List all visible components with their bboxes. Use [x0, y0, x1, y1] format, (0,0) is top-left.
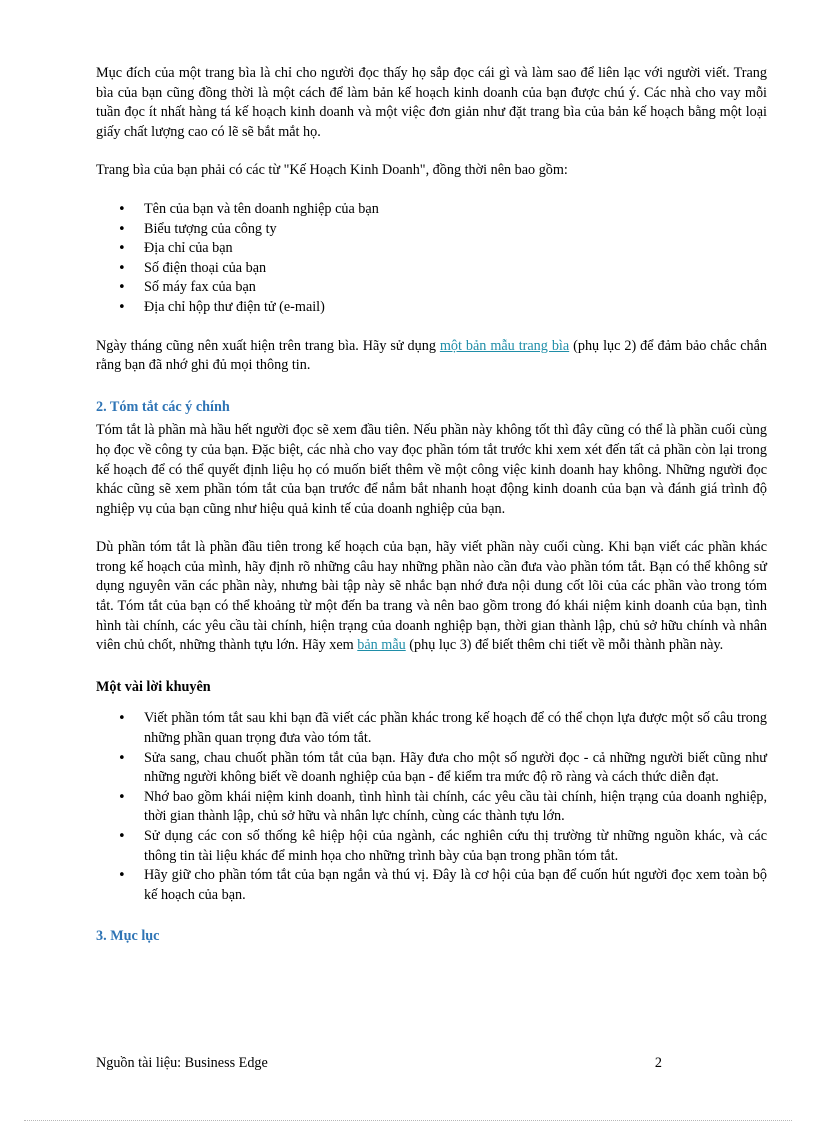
- page-number: 2: [654, 1055, 662, 1071]
- list-item: • Số điện thoại của bạn: [96, 259, 767, 279]
- cover-template-link[interactable]: một bản mẫu trang bìa: [439, 337, 570, 354]
- document-page: [96, 64, 767, 947]
- list-item: • Địa chỉ của bạn: [96, 239, 767, 259]
- section-3-heading: 3. Mục lục: [96, 928, 160, 945]
- list-item: • Viết phần tóm tắt sau khi bạn đã viết các phần khác trong kế hoạch để có thể chọn lựa được một số câu trong những phần quan trọng đưa vào tóm tắt.: [96, 709, 767, 748]
- advice-list: [96, 709, 767, 905]
- list-item: • Số máy fax của bạn: [96, 278, 767, 298]
- footer-source: Nguồn tài liệu: Business Edge: [96, 1055, 268, 1071]
- list-item: • Địa chỉ hộp thư điện tử (e-mail): [96, 298, 767, 318]
- summary-template-link[interactable]: bản mẫu: [357, 637, 406, 654]
- intro-paragraph-1: Mục đích của một trang bìa là chỉ cho người đọc thấy họ sắp đọc cái gì và làm sao để liên lạc với người viết. Trang bìa của bạn cũng đồng thời là một cách để làm bản kế hoạch kinh doanh của bạn được chú ý. Các nhà cho vay mỗi tuần đọc ít nhất hàng tá kế hoạch kinh doanh và một việc đơn giản như đặt trang bìa của bản kế hoạch bằng một loại giấy chất lượng cao có lẽ sẽ bắt mắt họ.: [96, 65, 767, 140]
- section-2-paragraph-1: Tóm tắt là phần mà hầu hết người đọc sẽ xem đầu tiên. Nếu phần này không tốt thì đây cũng có thể là phần cuối cùng họ đọc về công ty của bạn. Đặc biệt, các nhà cho vay đọc phần tóm tắt trước khi xem xét đến tất cả phần còn lại trong kế hoạch để có thể quyết định liệu họ có muốn biết thêm về một công việc kinh doanh hay không. Những người đọc khác cũng sẽ xem phần tóm tắt của bạn trước để nắm bắt nhanh hoạt động kinh doanh của bạn và đánh giá trình độ nghiệp vụ của bạn cũng như hiệu quả kinh tế của doanh nghiệp của bạn.: [96, 422, 767, 517]
- section-2-paragraph-2: [96, 538, 767, 656]
- intro-paragraph-3: [96, 337, 767, 376]
- intro-paragraph-3-text-before: Ngày tháng cũng nên xuất hiện trên trang bìa. Hãy sử dụng: [96, 337, 440, 354]
- list-item: • Hãy giữ cho phần tóm tắt của bạn ngắn và thú vị. Đây là cơ hội của bạn để cuốn hút người đọc xem toàn bộ kế hoạch của bạn.: [96, 866, 767, 905]
- list-item: • Sửa sang, chau chuốt phần tóm tắt của bạn. Hãy đưa cho một số người đọc - cả những người biết cũng như những người không biết về doanh nghiệp của bạn - để kiểm tra mức độ rõ ràng và cách thức diễn đạt.: [96, 749, 767, 788]
- list-item: • Tên của bạn và tên doanh nghiệp của bạn: [96, 200, 767, 220]
- intro-paragraph-2: Trang bìa của bạn phải có các từ "Kế Hoạch Kinh Doanh", đồng thời nên bao gồm:: [96, 162, 568, 179]
- advice-heading: Một vài lời khuyên: [96, 678, 211, 695]
- intro-paragraph-3-text-after: (phụ lục 2) để đảm bảo chắc chắn rằng bạn đã nhớ ghi đủ mọi thông tin.: [96, 337, 768, 374]
- list-item: • Sử dụng các con số thống kê hiệp hội của ngành, các nghiên cứu thị trường từ những nguồn khác, và các thông tin tài liệu khác để minh họa cho những trình bày của bạn trong phần tóm tắt.: [96, 827, 767, 866]
- section-2-paragraph-2-text-after: (phụ lục 3) để biết thêm chi tiết về mỗi thành phần này.: [405, 637, 724, 654]
- list-item: • Nhớ bao gồm khái niệm kinh doanh, tình hình tài chính, các yêu cầu tài chính, hiện trạng của doanh nghiệp, thời gian thành lập, chủ sở hữu và nhân lực chính, cùng các thành tựu lớn.: [96, 788, 767, 827]
- section-2-heading: 2. Tóm tắt các ý chính: [96, 398, 230, 415]
- list-item: • Biểu tượng của công ty: [96, 220, 767, 240]
- page-edge-divider: [24, 1120, 792, 1121]
- cover-contents-list: [96, 200, 767, 318]
- section-2-paragraph-2-text-before: Dù phần tóm tắt là phần đầu tiên trong kế hoạch của bạn, hãy viết phần này cuối cùng. Khi bạn viết các phần khác trong kế hoạch của mình, hãy định rõ những câu hay những phần nào cần đưa vào phần tóm tắt. Bạn có thể không sử dụng nguyên văn các phần này, nhưng bài tập này sẽ nhắc bạn nhớ đưa nội dung cốt lõi của các phần vào trong tóm tắt. Tóm tắt của bạn có thể khoảng từ một đến ba trang và nên bao gồm trong đó khái niệm kinh doanh của bạn, tình hình tài chính, các yêu cầu tài chính, hiện trạng của doanh nghiệp bạn, thời gian thành lập, chủ sở hữu chính và nhân viên chủ chốt, những thành tựu lớn. Hãy xem: [96, 539, 767, 654]
- page-footer: [96, 1054, 662, 1073]
